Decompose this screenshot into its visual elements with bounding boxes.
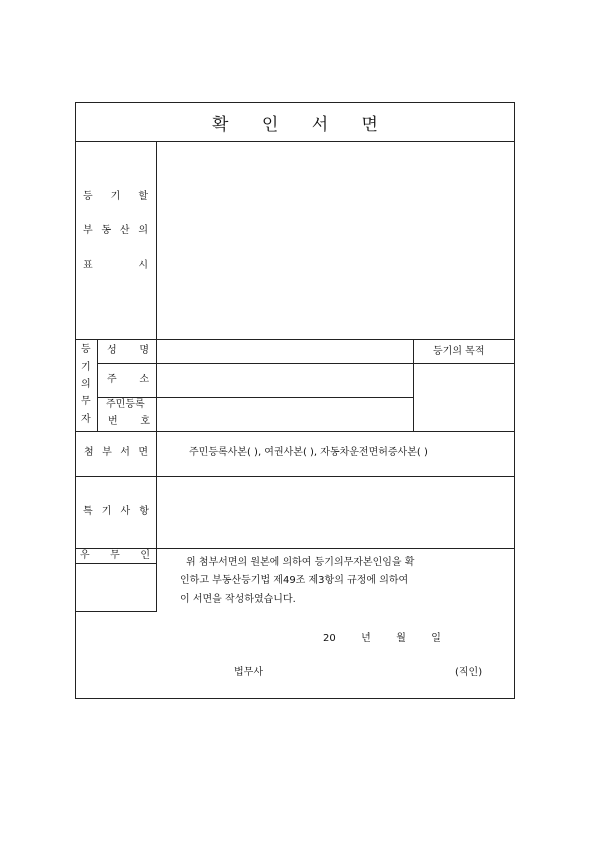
property-label-line2: 부 동 산 의 (83, 225, 148, 236)
thumb-box-bottom (75, 611, 157, 612)
property-label-line3: 표 시 (83, 260, 148, 271)
form-border-bottom (75, 698, 515, 699)
reg-no-label-line1: 주민등록 (106, 399, 145, 410)
statement-line-2: 인하고 부동산등기법 제49조 제3항의 규정에 의하여 (180, 575, 409, 586)
property-label-line1: 등 기 할 (83, 191, 148, 202)
name-field[interactable] (157, 340, 413, 363)
thumbprint-label: 우 무 인 (80, 550, 150, 561)
obligor-divider (75, 431, 515, 432)
special-notes-field[interactable] (157, 477, 514, 548)
obligor-side-char-2: 기 (81, 362, 91, 373)
property-description-field[interactable] (157, 142, 514, 339)
reg-no-label-line2: 번 호 (108, 416, 150, 427)
attachments-options: 주민등록사본( ), 여권사본( ), 자동차운전면허증사본( ) (189, 447, 428, 458)
thumb-column-divider (156, 548, 157, 612)
attachments-label: 첨 부 서 면 (84, 447, 148, 458)
form-title: 확 인 서 면 (212, 114, 392, 135)
special-divider (75, 548, 515, 549)
obligor-side-char-3: 의 (81, 379, 91, 390)
obligor-side-divider (97, 339, 98, 431)
statement-line-1: 위 첨부서면의 원본에 의하여 등기의무자본인임을 확 (186, 557, 415, 568)
address-label: 주 소 (107, 374, 149, 385)
signer-label: 법무사 (234, 667, 263, 678)
thumbprint-box[interactable] (76, 564, 156, 611)
purpose-label: 등기의 목적 (433, 346, 485, 357)
obligor-side-char-5: 자 (81, 414, 91, 425)
purpose-field[interactable] (414, 364, 514, 431)
obligor-side-char-4: 무 (81, 396, 91, 407)
date-line: 20 년 월 일 (323, 633, 441, 644)
attachments-column-divider (156, 431, 157, 476)
special-notes-label: 특 기 사 항 (83, 506, 149, 517)
form-border-right (514, 102, 515, 699)
name-label: 성 명 (107, 345, 149, 356)
address-field[interactable] (157, 364, 413, 397)
seal-label: (직인) (455, 667, 483, 678)
reg-no-field[interactable] (157, 398, 413, 431)
statement-line-3: 이 서면을 작성하였습니다. (180, 594, 296, 605)
obligor-side-char-1: 등 (81, 344, 91, 355)
